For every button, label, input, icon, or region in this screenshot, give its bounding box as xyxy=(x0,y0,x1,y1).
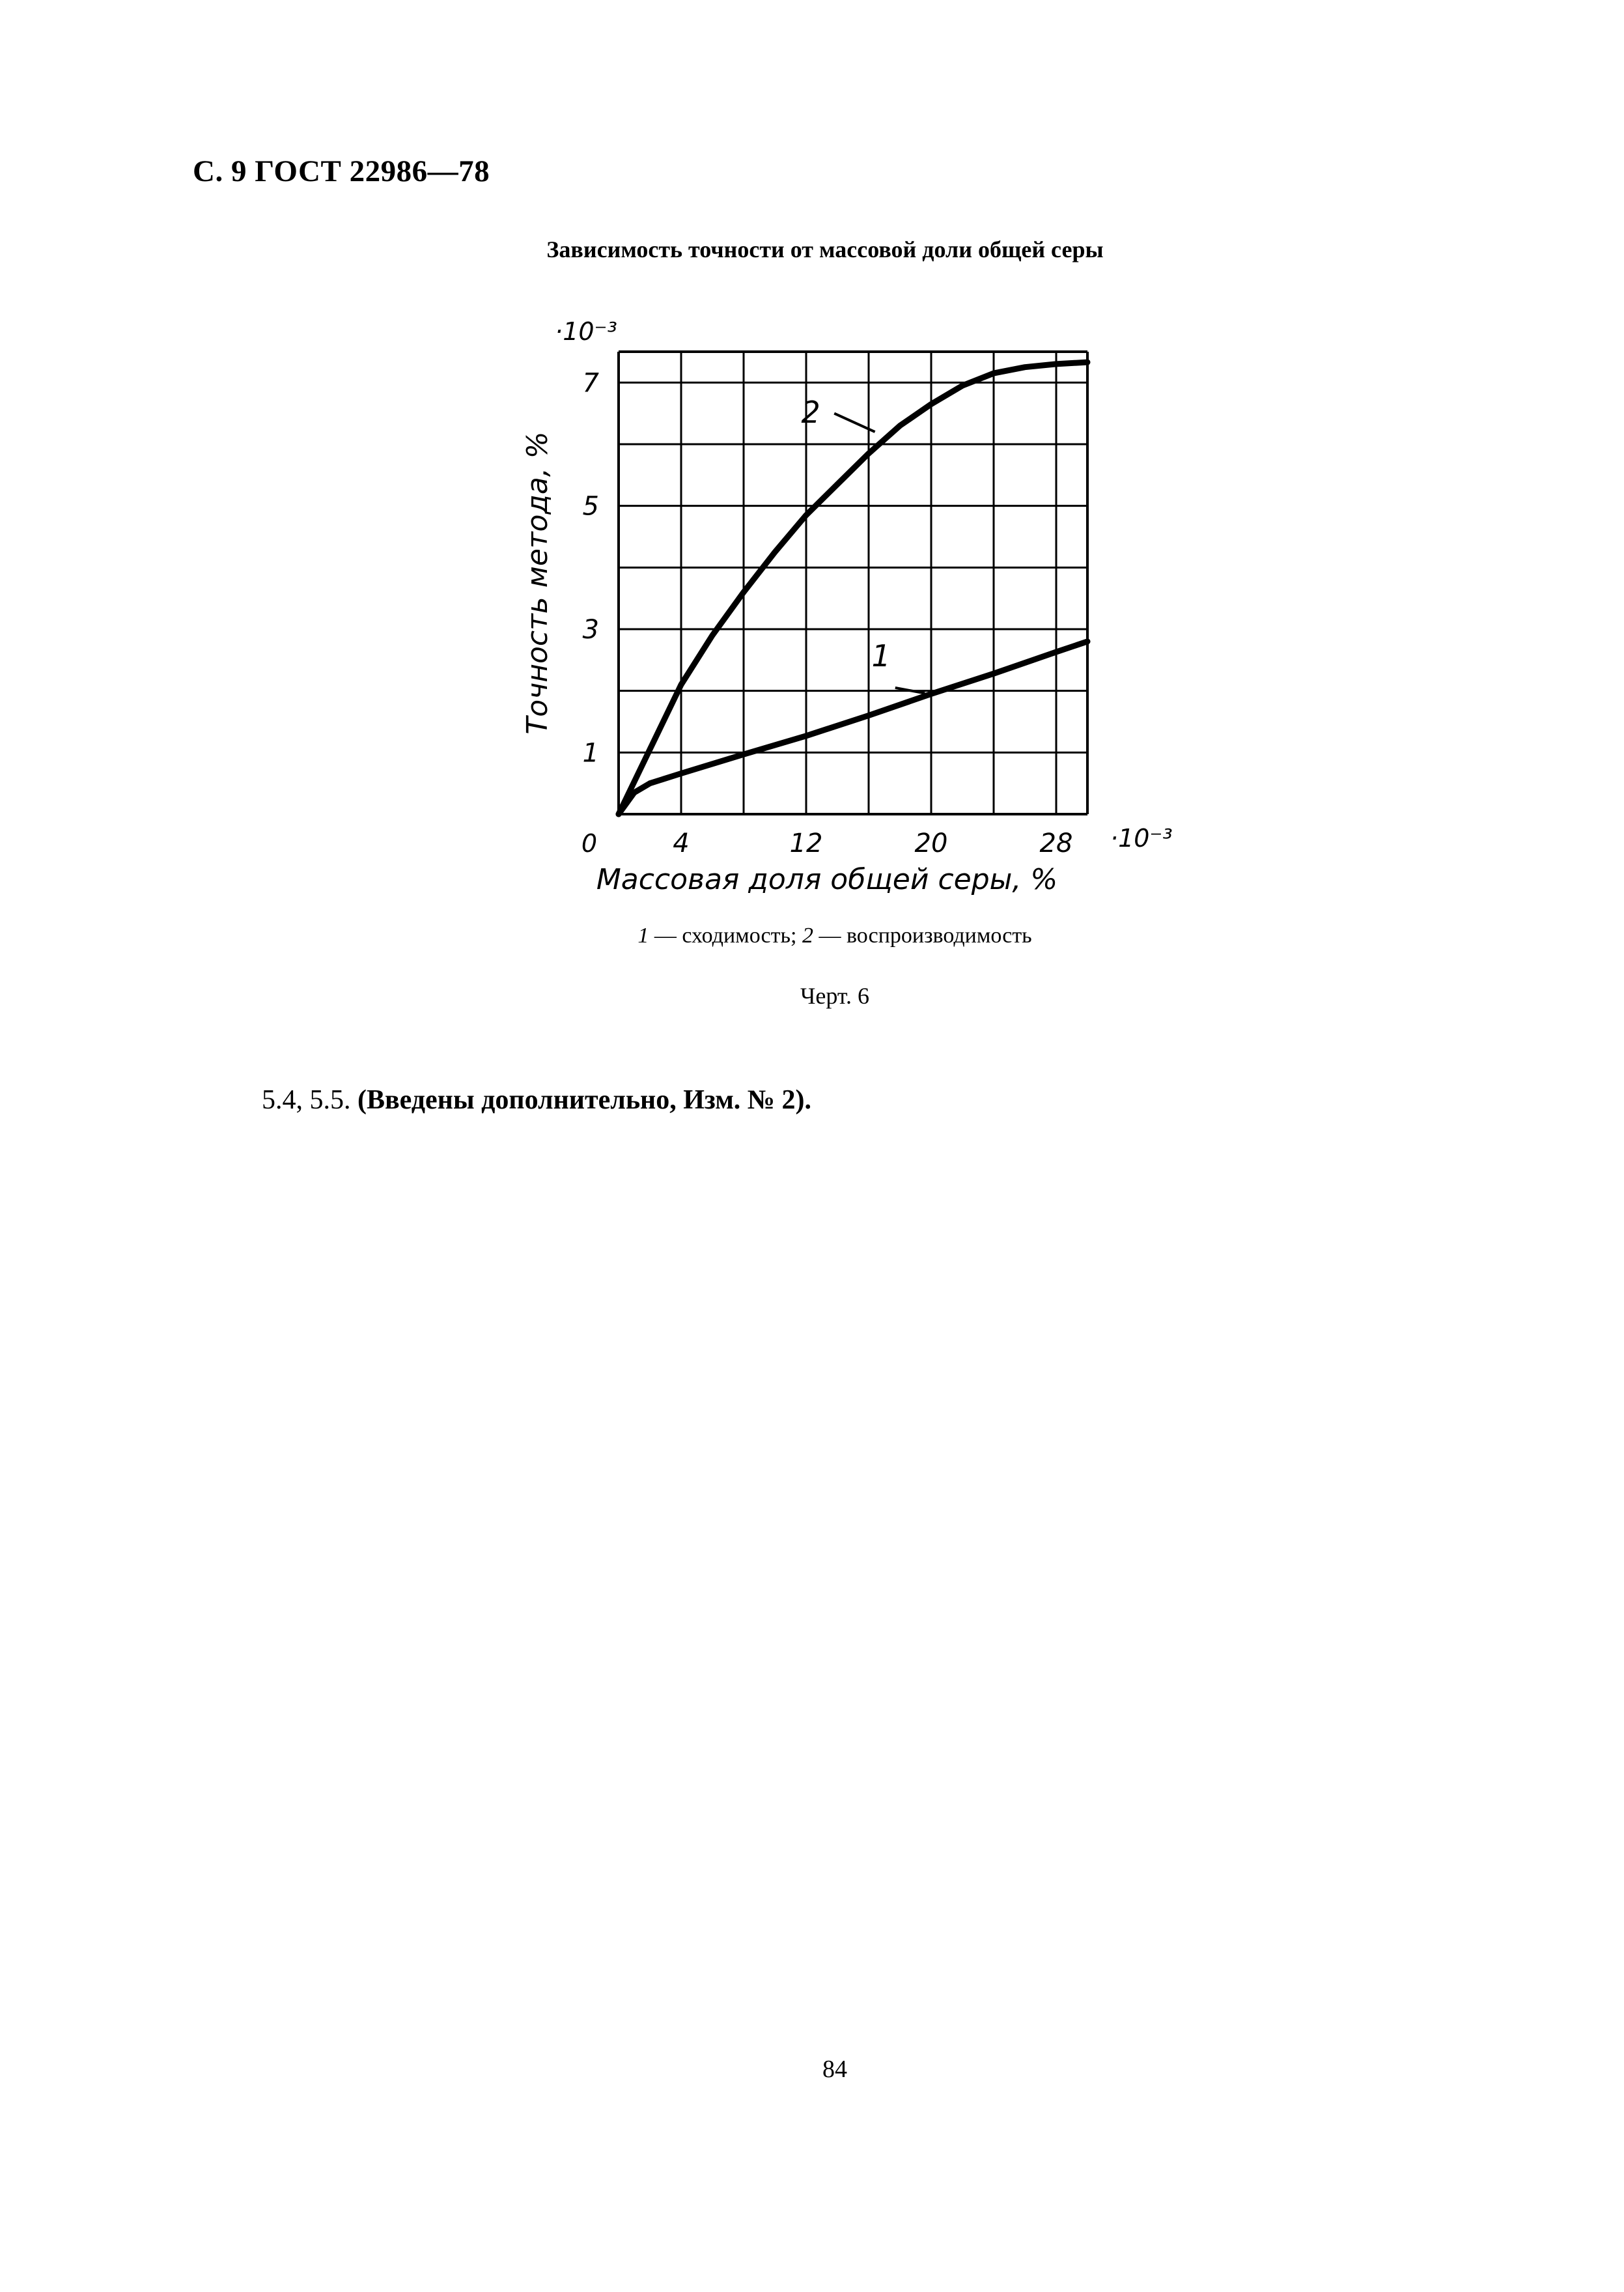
x-tick-label-0: 4 xyxy=(673,828,690,858)
chart-series xyxy=(619,362,1087,814)
x-tick-label-3: 28 xyxy=(1039,828,1073,858)
series-2-label: 2 xyxy=(801,394,820,430)
y-multiplier-label: ·10⁻³ xyxy=(555,317,617,346)
y-tick-label-0: 1 xyxy=(582,738,599,769)
origin-label: 0 xyxy=(581,829,598,858)
y-tick-label-2: 5 xyxy=(582,491,599,522)
figure-title: Зависимость точности от массовой доли общей серы xyxy=(546,236,1104,262)
legend-item-2-number: 2 xyxy=(802,924,813,948)
x-tick-label-1: 12 xyxy=(789,828,823,858)
y-tick-label-3: 7 xyxy=(582,368,599,399)
x-multiplier-label: ·10⁻³ xyxy=(1110,824,1173,853)
y-tick-label-1: 3 xyxy=(582,615,599,645)
amendment-text: (Введены дополнительно, Изм. № 2). xyxy=(357,1085,811,1115)
legend-item-2-label: — воспроизводимость xyxy=(813,924,1032,948)
accuracy-chart xyxy=(508,306,1172,905)
x-tick-label-2: 20 xyxy=(914,828,948,858)
amendment-note xyxy=(262,1084,811,1116)
legend-item-1-number: 1 xyxy=(637,924,649,948)
series-line-2 xyxy=(619,362,1087,814)
y-axis-label: Точность метода, % xyxy=(521,431,554,735)
page-header: С. 9 ГОСТ 22986—78 xyxy=(193,154,490,188)
page-number: 84 xyxy=(822,2056,847,2083)
legend-item-1-label: — сходимость; xyxy=(649,924,802,948)
series-1-label: 1 xyxy=(871,638,891,673)
figure-caption: Черт. 6 xyxy=(800,983,869,1009)
x-axis-label: Массовая доля общей серы, % xyxy=(596,863,1058,896)
amendment-clause-numbers: 5.4, 5.5. xyxy=(262,1085,351,1115)
figure-legend xyxy=(0,924,1624,948)
